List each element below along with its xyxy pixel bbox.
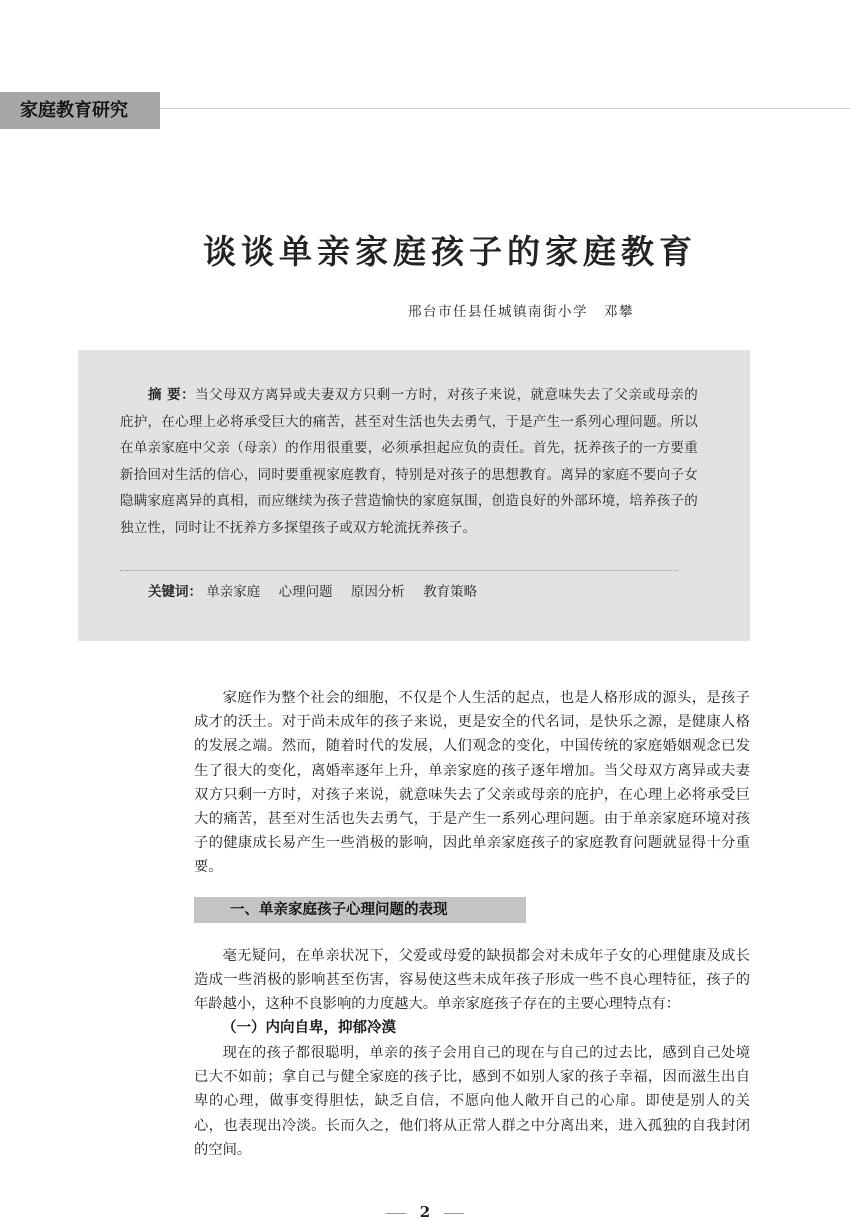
section1-paragraph: 毫无疑问，在单亲状况下，父爱或母爱的缺损都会对未成年子女的心理健康及成长造成一些消极的影响甚至伤害，容易使这些未成年孩子形成一些不良心理特征，孩子的年龄越小，这种不良影响的力度越大。单亲家庭孩子存在的主要心理特点有：	[194, 948, 750, 1013]
keywords	[148, 580, 491, 604]
article-title: 谈谈单亲家庭孩子的家庭教育	[203, 232, 697, 271]
abstract-divider	[120, 570, 678, 571]
header-rule	[160, 108, 850, 109]
abstract-label: 摘 要：	[148, 387, 196, 403]
keyword: 单亲家庭	[206, 584, 261, 600]
subheading: （一）内向自卑，抑郁冷漠	[222, 1019, 396, 1036]
subsection1-paragraph: 现在的孩子都很聪明，单亲的孩子会用自己的现在与自己的过去比，感到自己处境已大不如前；拿自己与健全家庭的孩子比，感到不如别人家的孩子幸福，因而滋生出自卑的心理，做事变得胆怯，缺乏自信，不愿向他人敞开自己的心扉。即使是别人的关心，也表现出冷淡。长而久之，他们将从正常人群之中分离出来，进入孤独的自我封闭的空间。	[194, 1045, 750, 1158]
author-name: 邓攀	[604, 304, 634, 320]
page-number: 2	[419, 1203, 431, 1221]
keywords-label: 关键词：	[148, 584, 202, 600]
section-label: 家庭教育研究	[0, 92, 160, 129]
author-affiliation: 邢台市任县任城镇南街小学	[408, 304, 588, 320]
footer-dash-right	[444, 1213, 464, 1214]
page-footer	[0, 1203, 850, 1221]
author-line	[408, 300, 634, 320]
abstract	[120, 382, 698, 541]
footer-dash-left	[386, 1213, 406, 1214]
keyword: 心理问题	[278, 584, 333, 600]
abstract-text: 当父母双方离异或夫妻双方只剩一方时，对孩子来说，就意味失去了父亲或母亲的庇护，在心理上必将承受巨大的痛苦，甚至对生活也失去勇气，于是产生一系列心理问题。所以在单亲家庭中父亲（母亲）的作用很重要，必须承担起应负的责任。首先，抚养孩子的一方要重新拾回对生活的信心，同时要重视家庭教育，特别是对孩子的思想教育。离异的家庭不要向子女隐瞒家庭离异的真相，而应继续为孩子营造愉快的家庭氛围，创造良好的外部环境，培养孩子的独立性，同时让不抚养方多探望孩子或双方轮流抚养孩子。	[120, 387, 698, 536]
keyword: 教育策略	[423, 584, 478, 600]
keyword: 原因分析	[350, 584, 405, 600]
intro-paragraph: 家庭作为整个社会的细胞，不仅是个人生活的起点，也是人格形成的源头，是孩子成才的沃土。对于尚未成年的孩子来说，更是安全的代名词，是快乐之源，是健康人格的发展之端。然而，随着时代的发展，人们观念的变化，中国传统的家庭婚姻观念已发生了很大的变化，离婚率逐年上升，单亲家庭的孩子逐年增加。当父母双方离异或夫妻双方只剩一方时，对孩子来说，就意味失去了父亲或母亲的庇护，在心理上必将承受巨大的痛苦，甚至对生活也失去勇气，于是产生一系列心理问题。由于单亲家庭环境对孩子的健康成长易产生一些消极的影响，因此单亲家庭孩子的家庭教育问题就显得十分重要。	[194, 690, 750, 876]
section-heading: 一、单亲家庭孩子心理问题的表现	[230, 902, 448, 918]
